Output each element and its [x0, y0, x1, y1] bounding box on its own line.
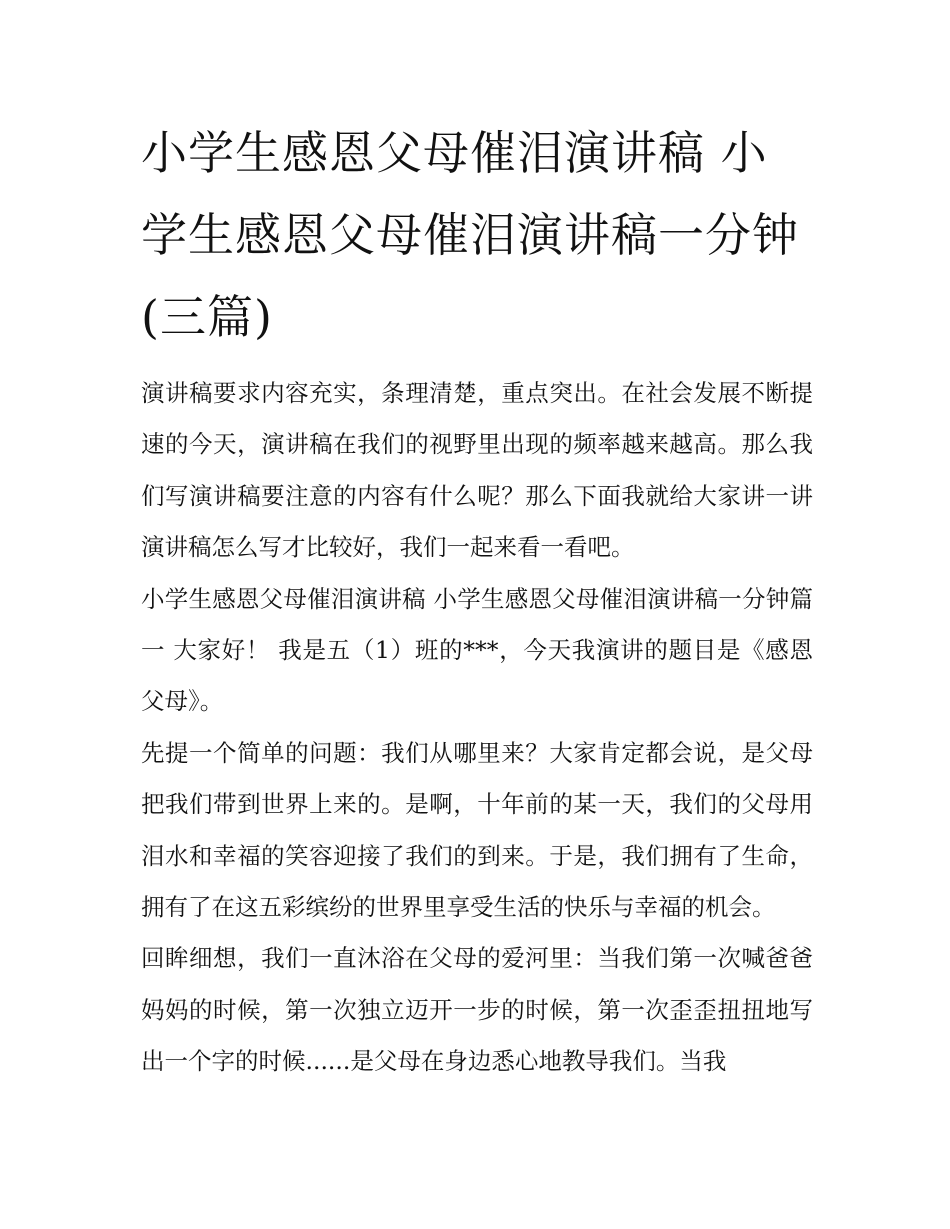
document-title: 小学生感恩父母催泪演讲稿 小学生感恩父母催泪演讲稿一分钟(三篇)	[141, 126, 799, 344]
paragraph-reflection: 回眸细想，我们一直沐浴在父母的爱河里：当我们第一次喊爸爸妈妈的时候，第一次独立迈开一步的时候，第一次歪歪扭扭地写出一个字的时候......是父母在身边悉心地教导我们。当我	[141, 944, 813, 1076]
paragraph-intro: 演讲稿要求内容充实，条理清楚，重点突出。在社会发展不断提速的今天，演讲稿在我们的视野里出现的频率越来越高。那么我们写演讲稿要注意的内容有什么呢？那么下面我就给大家讲一讲演讲稿怎么写才比较好，我们一起来看一看吧。	[141, 379, 813, 562]
document-body	[141, 112, 813, 1088]
paragraph-question: 先提一个简单的问题：我们从哪里来？大家肯定都会说，是父母把我们带到世界上来的。是啊，十年前的某一天，我们的父母用泪水和幸福的笑容迎接了我们的到来。于是，我们拥有了生命，拥有了在这五彩缤纷的世界里享受生活的快乐与幸福的机会。	[141, 738, 813, 922]
paragraph-greeting: 小学生感恩父母催泪演讲稿 小学生感恩父母催泪演讲稿一分钟篇一 大家好！ 我是五（1）班的***，今天我演讲的题目是《感恩父母》。	[141, 584, 813, 716]
paragraph-list	[141, 368, 813, 1088]
